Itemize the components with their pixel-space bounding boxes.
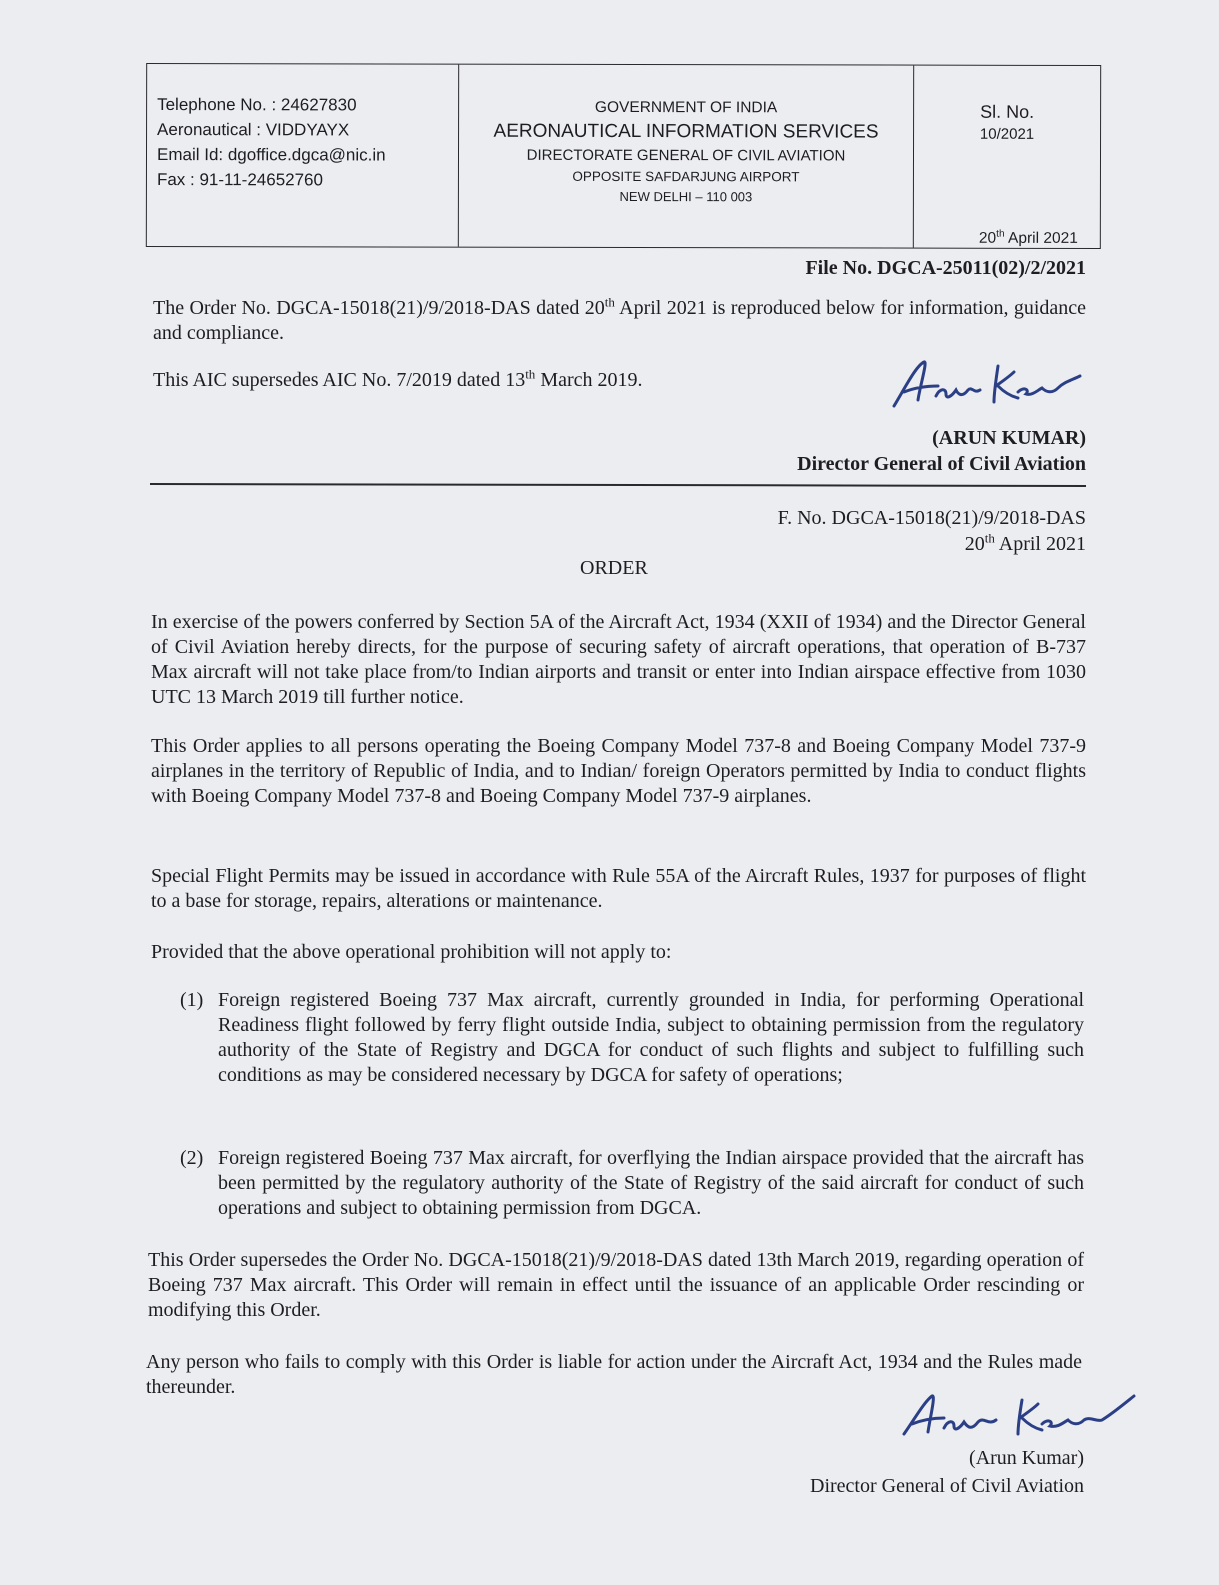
serial-value: 10/2021 [979, 125, 1035, 143]
office-block [459, 65, 914, 248]
order-paragraph-3: Special Flight Permits may be issued in accordance with Rule 55A of the Aircraft Rules, 1937 for purposes of flight to a base for storage, repairs, alterations or maintenance. [151, 865, 1086, 912]
intro-paragraph: The Order No. DGCA-15018(21)/9/2018-DAS dated 20th April 2021 is reproduced below for information, guidance and compliance. [153, 294, 1087, 344]
file-number: File No. DGCA-25011(02)/2/2021 [805, 257, 1086, 279]
order-file-number: F. No. DGCA-15018(21)/9/2018-DAS [777, 507, 1086, 529]
order-heading: ORDER [580, 557, 648, 579]
order-paragraph-4: Provided that the above operational prohibition will not apply to: [151, 941, 672, 963]
list-item-2: Foreign registered Boeing 737 Max aircraft, for overflying the Indian airspace provided that the aircraft has been permitted by the regulatory authority of the State of Registry of the said aircraft for conduct of such operations and subject to obtaining permission from DGCA. [218, 1147, 1084, 1219]
list-item-2-number: (2) [180, 1147, 204, 1169]
list-item-1: Foreign registered Boeing 737 Max aircraft, currently grounded in India, for performing Operational Readiness flight followed by ferry flight outside India, subject to obtaining permission from the regulatory authority of the State of Registry and DGCA for conduct of such flights and subject to fulfilling such conditions as may be considered necessary by DGCA for safety of operations; [218, 989, 1084, 1086]
letterhead-box [146, 63, 1101, 249]
list-item-1-number: (1) [180, 989, 204, 1011]
aic-date: 20th April 2021 [978, 228, 1078, 247]
order-paragraph-5: This Order supersedes the Order No. DGCA-15018(21)/9/2018-DAS dated 13th March 2019, regarding operation of Boeing 737 Max aircraft. This Order will remain in effect until the issuance of an applicable Order rescinding or modifying this Order. [148, 1249, 1084, 1321]
order-paragraph-1: In exercise of the powers conferred by Section 5A of the Aircraft Act, 1934 (XXII of 1934) and the Director General of Civil Aviation hereby directs, for the purpose of securing safety of aircraft operations, that operation of B-737 Max aircraft will not take place from/to Indian airports and transit or enter into Indian airspace effective from 1030 UTC 13 March 2019 till further notice. [151, 611, 1086, 708]
serial-label: Sl. No. [980, 101, 1035, 122]
order-paragraph-2: This Order applies to all persons operating the Boeing Company Model 737-8 and Boeing Company Model 737-9 airplanes in the territory of Republic of India, and to Indian/ foreign Operators permitted by India to conduct flights with Boeing Company Model 737-8 and Boeing Company Model 737-9 airplanes. [151, 735, 1086, 807]
signatory-title-bottom: Director General of Civil Aviation [810, 1475, 1084, 1497]
handwritten-signature-icon [880, 356, 1090, 416]
aeronautical-address: Aeronautical : VIDDYAYX [157, 120, 350, 140]
contact-block [147, 64, 459, 247]
signature-bottom [892, 1390, 1142, 1446]
signature-top [880, 356, 1090, 416]
order-date: 20th April 2021 [964, 530, 1086, 555]
email: Email Id: dgoffice.dgca@nic.in [156, 145, 386, 165]
serial-block [914, 66, 1100, 248]
office-line-1: GOVERNMENT OF INDIA [594, 98, 778, 117]
fax: Fax : 91-11-24652760 [156, 170, 324, 190]
signatory-name-bottom: (Arun Kumar) [969, 1447, 1084, 1469]
office-line-5: NEW DELHI – 110 003 [619, 188, 753, 205]
signatory-name-top: (ARUN KUMAR) [932, 427, 1086, 449]
handwritten-signature-icon [892, 1390, 1142, 1446]
office-line-3: DIRECTORATE GENERAL OF CIVIL AVIATION [526, 146, 846, 165]
order-paragraph-6: Any person who fails to comply with this Order is liable for action under the Aircraft Act, 1934 and the Rules made thereunder. [146, 1351, 1082, 1398]
signatory-title-top: Director General of Civil Aviation [797, 453, 1086, 475]
telephone: Telephone No. : 24627830 [157, 95, 357, 115]
office-line-4: OPPOSITE SAFDARJUNG AIRPORT [572, 168, 800, 185]
office-line-2: AERONAUTICAL INFORMATION SERVICES [493, 120, 879, 143]
divider-line [150, 483, 1086, 487]
supersedes-note: This AIC supersedes AIC No. 7/2019 dated 13th March 2019. [153, 366, 643, 391]
